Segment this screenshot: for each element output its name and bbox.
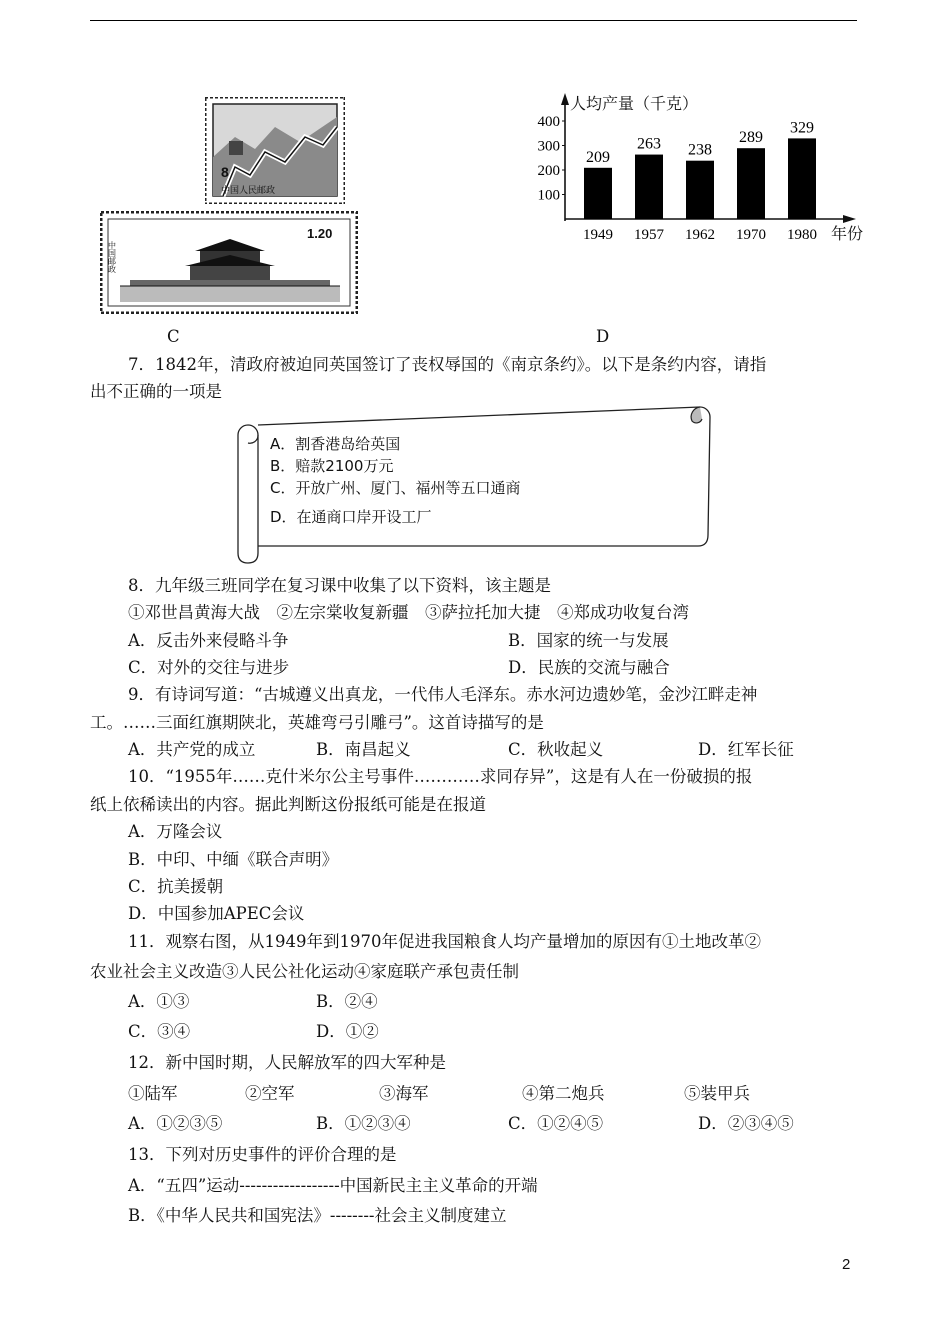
x-axis-label: 年份 (831, 224, 864, 243)
q10-option-d: D．中国参加APEC会议 (128, 904, 305, 923)
q7-stem-line1: 7．1842年，清政府被迫同英国签订了丧权辱国的《南京条约》。以下是条约内容，请指 (128, 355, 767, 374)
bar-value-label: 238 (688, 141, 712, 159)
q12-stem: 12．新中国时期，人民解放军的四大军种是 (128, 1053, 446, 1072)
q8-option-a: A．反击外来侵略斗争 (128, 631, 289, 650)
palace-stamp-country: 中国邮政 (107, 241, 117, 273)
q9-option-a: A．共产党的成立 (128, 740, 256, 759)
q9-option-b: B．南昌起义 (316, 740, 411, 759)
q9-stem-line1: 9．有诗词写道：“古城遵义出真龙，一代伟人毛泽东。赤水河边遗妙笔，金沙江畔走神 (128, 685, 758, 704)
x-tick-label: 1949 (583, 227, 613, 243)
q10-option-c: C．抗美援朝 (128, 877, 224, 896)
grain-per-capita-chart (515, 85, 880, 255)
q12-option-b: B．①②③④ (316, 1114, 411, 1133)
q7-stem-line2: 出不正确的一项是 (90, 382, 222, 401)
q9-option-c: C．秋收起义 (508, 740, 604, 759)
y-tick-label: 300 (537, 138, 560, 155)
q12-item-3: ③海军 (379, 1084, 429, 1103)
q13-option-b: B．《中华人民共和国宪法》--------社会主义制度建立 (128, 1206, 507, 1225)
bar-1980 (788, 138, 816, 219)
q12-item-4: ④第二炮兵 (522, 1084, 605, 1103)
x-tick-label: 1962 (685, 227, 715, 243)
palace-stamp-image (100, 211, 358, 314)
bar-1949 (584, 168, 612, 219)
q12-option-d: D．②③④⑤ (698, 1114, 794, 1133)
q10-option-b: B．中印、中缅《联合声明》 (128, 850, 339, 869)
y-tick-label: 100 (537, 187, 560, 204)
q8-option-d: D．民族的交流与融合 (508, 658, 670, 677)
q11-stem-line1: 11．观察右图，从1949年到1970年促进我国粮食人均产量增加的原因有①土地改革② (128, 932, 761, 951)
q8-option-b: B．国家的统一与发展 (508, 631, 669, 650)
great-wall-stamp-image (205, 97, 345, 204)
great-wall-stamp-country: 中国人民邮政 (221, 186, 276, 196)
bar-value-label: 329 (790, 119, 814, 137)
q12-item-5: ⑤装甲兵 (684, 1084, 750, 1103)
bar-1970 (737, 148, 765, 219)
y-axis-arrow-icon (561, 93, 569, 105)
q11-option-d: D．①② (316, 1022, 379, 1041)
q10-option-a: A．万隆会议 (128, 822, 223, 841)
q11-option-a: A．①③ (128, 992, 190, 1011)
scroll-item-c: C．开放广州、厦门、福州等五口通商 (270, 479, 521, 497)
q12-item-2: ②空军 (245, 1084, 295, 1103)
q11-stem-line2: 农业社会主义改造③人民公社化运动④家庭联产承包责任制 (90, 962, 519, 981)
x-axis-arrow-icon (843, 215, 856, 223)
x-tick-label: 1980 (787, 227, 817, 243)
q8-items: ①邓世昌黄海大战 ②左宗棠收复新疆 ③萨拉托加大捷 ④郑成功收复台湾 (128, 603, 689, 622)
bar-value-label: 263 (637, 135, 661, 153)
bar-value-label: 289 (739, 129, 763, 147)
great-wall-stamp-value: 8 (221, 164, 229, 180)
chart-title: 人均产量（千克） (570, 94, 699, 113)
q11-option-c: C．③④ (128, 1022, 191, 1041)
q11-option-b: B．②④ (316, 992, 378, 1011)
q12-item-1: ①陆军 (128, 1084, 178, 1103)
scroll-item-d: D．在通商口岸开设工厂 (270, 508, 432, 526)
palace-stamp-value: 1.20 (307, 226, 333, 241)
x-tick-label: 1957 (634, 227, 664, 243)
bar-1957 (635, 155, 663, 219)
bar-value-label: 209 (586, 148, 610, 166)
q12-option-c: C．①②④⑤ (508, 1114, 604, 1133)
x-tick-label: 1970 (736, 227, 766, 243)
scroll-item-a: A．割香港岛给英国 (270, 435, 401, 453)
q10-stem-line2: 纸上依稀读出的内容。据此判断这份报纸可能是在报道 (90, 795, 486, 814)
page-number: 2 (842, 1256, 851, 1273)
q12-option-a: A．①②③⑤ (128, 1114, 223, 1133)
q13-option-a: A．“五四”运动------------------中国新民主主义革命的开端 (128, 1176, 538, 1195)
y-tick-label: 200 (537, 163, 560, 179)
scroll-item-b: B．赔款2100万元 (270, 457, 394, 475)
bar-1962 (686, 161, 714, 219)
q13-stem: 13．下列对历史事件的评价合理的是 (128, 1145, 397, 1164)
q8-option-c: C．对外的交往与进步 (128, 658, 290, 677)
option-c-label: C (167, 327, 180, 346)
q10-stem-line1: 10．“1955年……克什米尔公主号事件…………求同存异”，这是有人在一份破损的报 (128, 767, 753, 786)
q9-stem-line2: 工。……三面红旗期陕北，英雄弯弓引雕弓”。这首诗描写的是 (90, 713, 544, 732)
y-tick-label: 400 (537, 114, 560, 130)
q9-option-d: D．红军长征 (698, 740, 794, 759)
header-rule (90, 20, 857, 21)
q8-stem: 8．九年级三班同学在复习课中收集了以下资料，该主题是 (128, 576, 551, 595)
option-d-label: D (596, 327, 610, 346)
